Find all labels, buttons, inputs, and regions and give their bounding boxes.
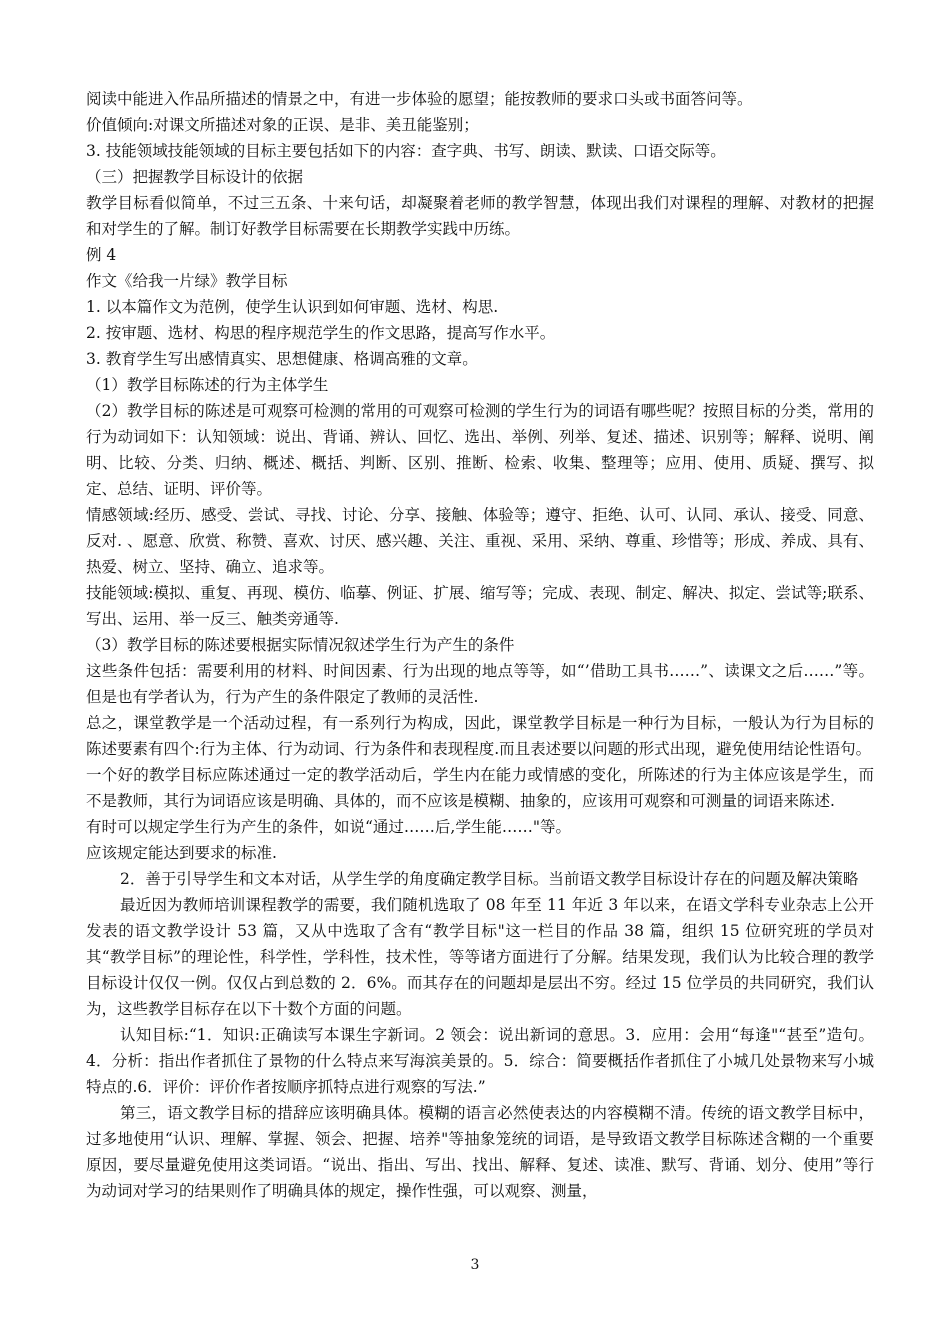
- example-label: 例 4: [86, 246, 117, 264]
- paragraph: 应该规定能达到要求的标准.: [86, 844, 277, 862]
- paragraph: （2）教学目标的陈述是可观察可检测的常用的可观察可检测的学生行为的词语有哪些呢？按照目标的分类，常用的行为动词如下：认知领域：说出、背诵、辨认、回忆、选出、举例、列举、复述、描述、识别等；解释、说明、阐明、比较、分类、归纳、概述、概括、判断、区别、推断、检索、收集、整理等；应用、使用、质疑、撰写、拟定、总结、证明、评价等。: [86, 402, 874, 498]
- paragraph: 这些条件包括：需要利用的材料、时间因素、行为出现的地点等等，如“’借助工具书……”、读课文之后……”等。但是也有学者认为，行为产生的条件限定了教师的灵活性.: [86, 662, 874, 706]
- document-body: [86, 86, 874, 1204]
- list-item: 3. 教育学生写出感情真实、思想健康、格调高雅的文章。: [86, 350, 478, 368]
- paragraph: 认知目标:“1．知识:正确读写本课生字新词。2 领会：说出新词的意思。3．应用：会用“每逢"“甚至”造句。4．分析：指出作者抓住了景物的什么特点来写海滨美景的。5．综合：简要概括作者抓住了小城几处景物来写小城特点的.6．评价：评价作者按顺序抓特点进行观察的写法.”: [86, 1026, 874, 1096]
- paragraph: 第三，语文教学目标的措辞应该明确具体。模糊的语言必然使表达的内容模糊不清。传统的语文教学目标中，过多地使用“认识、理解、掌握、领会、把握、培养"等抽象笼统的词语，是导致语文教学目标陈述含糊的一个重要原因，要尽量避免使用这类词语。“说出、指出、写出、找出、解释、复述、读准、默写、背诵、划分、使用”等行为动词对学习的结果则作了明确具体的规定，操作性强，可以观察、测量，: [86, 1104, 874, 1200]
- paragraph: 价值倾向:对课文所描述对象的正误、是非、美丑能鉴别；: [86, 116, 479, 134]
- paragraph: 一个好的教学目标应陈述通过一定的教学活动后，学生内在能力或情感的变化，所陈述的行为主体应该是学生，而不是教师，其行为词语应该是明确、具体的，而不应该是模糊、抽象的，应该用可观察和可测量的词语来陈述.: [86, 766, 874, 810]
- paragraph: 技能领域:模拟、重复、再现、模仿、临摹、例证、扩展、缩写等；完成、表现、制定、解决、拟定、尝试等;联系、写出、运用、举一反三、触类旁通等.: [86, 584, 874, 628]
- paragraph: 总之，课堂教学是一个活动过程，有一系列行为构成，因此，课堂教学目标是一种行为目标，一般认为行为目标的陈述要素有四个:行为主体、行为动词、行为条件和表现程度.而且表述要以问题的形式出现，避免使用结论性语句。: [86, 714, 874, 758]
- list-item: 2. 按审题、选材、构思的程序规范学生的作文思路，提高写作水平。: [86, 324, 556, 342]
- example-title: 作文《给我一片绿》教学目标: [86, 272, 288, 290]
- paragraph: 2．善于引导学生和文本对话，从学生学的角度确定教学目标。当前语文教学目标设计存在的问题及解决策略: [120, 870, 859, 888]
- paragraph: 阅读中能进入作品所描述的情景之中，有进一步体验的愿望；能按教师的要求口头或书面答问等。: [86, 90, 753, 108]
- paragraph: 3. 技能领域技能领域的目标主要包括如下的内容：查字典、书写、朗读、默读、口语交际等。: [86, 142, 726, 160]
- section-heading: （三）把握教学目标设计的依据: [86, 168, 304, 186]
- subheading: （1）教学目标陈述的行为主体学生: [86, 376, 329, 394]
- subheading: （3）教学目标的陈述要根据实际情况叙述学生行为产生的条件: [86, 636, 515, 654]
- list-item: 1. 以本篇作文为范例，使学生认识到如何审题、选材、构思.: [86, 298, 499, 316]
- paragraph: 情感领域:经历、感受、尝试、寻找、讨论、分享、接触、体验等；遵守、拒绝、认可、认同、承认、接受、同意、反对. 、愿意、欣赏、称赞、喜欢、讨厌、感兴趣、关注、重视、采用、采纳、尊重、珍惜等；形成、养成、具有、热爱、树立、坚持、确立、追求等。: [86, 506, 874, 576]
- paragraph: 教学目标看似简单，不过三五条、十来句话，却凝聚着老师的教学智慧，体现出我们对课程的理解、对教材的把握和对学生的了解。制订好教学目标需要在长期教学实践中历练。: [86, 194, 874, 238]
- paragraph: 最近因为教师培训课程教学的需要，我们随机选取了 08 年至 11 年近 3 年以来，在语文学科专业杂志上公开发表的语文教学设计 53 篇，又从中选取了含有“教学目标"这一栏目的作品 38 篇，组织 15 位研究班的学员对其“教学目标”的理论性，科学性，学科性，技术性，等等诸方面进行了分解。结果发现，我们认为比较合理的教学目标设计仅仅一例。仅仅占到总数的 2．6%。而其存在的问题却是层出不穷。经过 15 位学员的共同研究，我们认为，这些教学目标存在以下十数个方面的问题。: [86, 896, 874, 1018]
- page-number: 3: [470, 1257, 480, 1273]
- paragraph: 有时可以规定学生行为产生的条件，如说“通过……后,学生能……"等。: [86, 818, 571, 836]
